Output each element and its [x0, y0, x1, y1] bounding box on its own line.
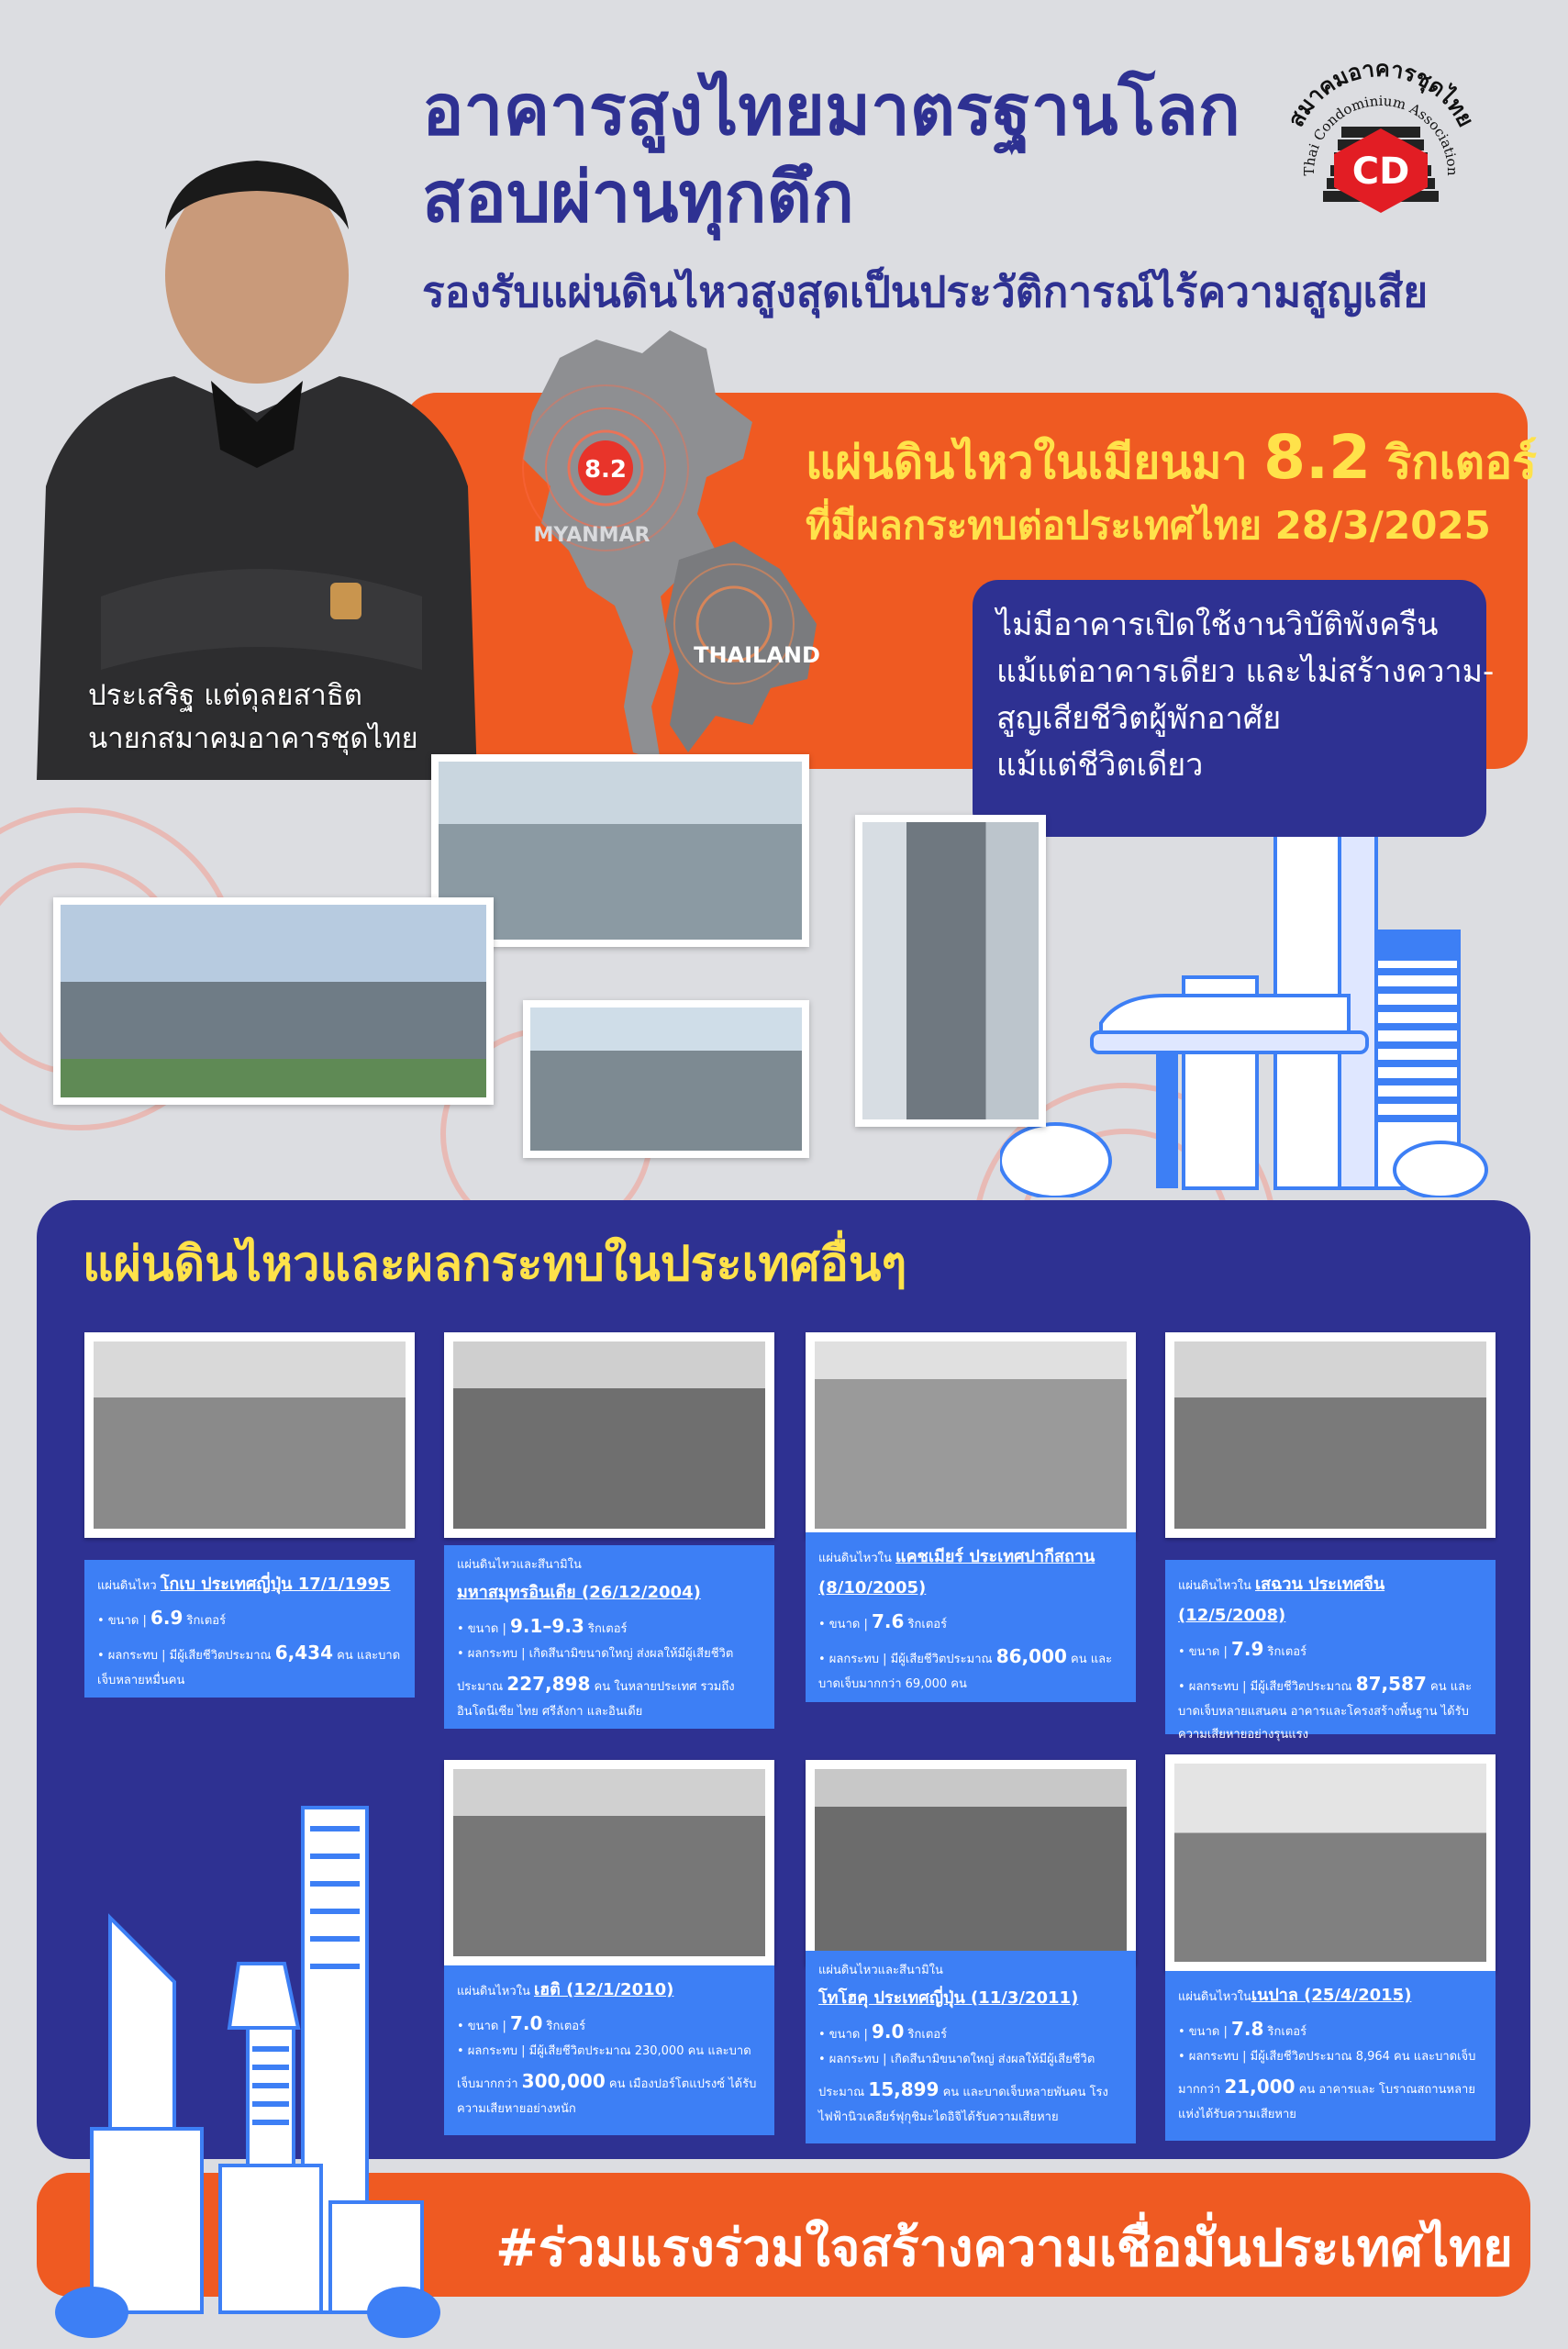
nepal-photo	[1165, 1754, 1496, 1971]
tohoku-info: แผ่นดินไหวและสึนามิใน โทโฮคุ ประเทศญี่ปุ่น (11/3/2011) • ขนาด | 9.0 ริกเตอร์ • ผลกระทบ | เกิดสึนามิขนาดใหญ่ ส่งผลให้มีผู้เสียชีวิต ประมาณ 15,899 คน และบาดเจ็บหลายพันคน โรงไฟฟ้านิวเคลียร์ฟุกุชิมะไดอิจิได้รับความเสียหาย	[806, 1951, 1136, 2143]
president-name: ประเสริฐ แต่ดุลยสาธิต	[88, 679, 362, 712]
page-subtitle: รองรับแผ่นดินไหวสูงสุดเป็นประวัติการณ์ไร้ความสูญเสีย	[422, 267, 1429, 317]
svg-text:CD: CD	[1351, 150, 1410, 193]
nepal-info: แผ่นดินไหวในเนปาล (25/4/2015) • ขนาด | 7.8 ริกเตอร์ • ผลกระทบ | มีผู้เสียชีวิตประมาณ 8,964 คน และบาดเจ็บมากกว่า 21,000 คน อาคารและ โบราณสถานหลายแห่งได้รับความเสียหาย	[1165, 1971, 1496, 2141]
kashmir-info: แผ่นดินไหวใน แคชเมียร์ ประเทศปากีสถาน (8/10/2005) • ขนาด | 7.6 ริกเตอร์ • ผลกระทบ | มีผู้เสียชีวิตประมาณ 86,000 คน และบาดเจ็บมากกว่า 69,000 คน	[806, 1532, 1136, 1702]
president-title: นายกสมาคมอาคารชุดไทย	[88, 721, 418, 755]
svg-text:สมาคมอาคารชุดไทย: สมาคมอาคารชุดไทย	[1283, 55, 1479, 131]
thai-condominium-association-logo	[1257, 26, 1505, 246]
page-title	[422, 66, 1240, 240]
bangkok-photo-skyline	[53, 897, 494, 1105]
kobe-info: แผ่นดินไหว โกเบ ประเทศญี่ปุ่น 17/1/1995 • ขนาด | 6.9 ริกเตอร์ • ผลกระทบ | มีผู้เสียชีวิตประมาณ 6,434 คน และบาดเจ็บหลายหมื่นคน	[84, 1560, 415, 1698]
svg-text:Thai Condominium Association: Thai Condominium Association	[1300, 92, 1462, 176]
quake-magnitude: 8.2	[1263, 422, 1372, 493]
indian-ocean-info: แผ่นดินไหวและสึนามิใน มหาสมุทรอินเดีย (26/12/2004) • ขนาด | 9.1–9.3 ริกเตอร์ • ผลกระทบ | เกิดสึนามิขนาดใหญ่ ส่งผลให้มีผู้เสียชีวิต ประมาณ 227,898 คน ในหลายประเทศ รวมถึง อินโดนีเซีย ไทย ศรีลังกา และอินเดีย	[444, 1545, 774, 1729]
myanmar-thailand-map	[495, 321, 844, 798]
svg-text:8.2: 8.2	[584, 456, 628, 484]
sichuan-info: แผ่นดินไหวใน เสฉวน ประเทศจีน (12/5/2008) • ขนาด | 7.9 ริกเตอร์ • ผลกระทบ | มีผู้เสียชีวิตประมาณ 87,587 คน และบาดเจ็บหลายแสนคน อาคารและโครงสร้างพื้นฐาน ได้รับความเสียหายอย่างรุนแรง	[1165, 1560, 1496, 1734]
kobe-photo	[84, 1332, 415, 1538]
hashtag-text: #ร่วมแรงร่วมใจสร้างความเชื่อมั่นประเทศไทย	[495, 2219, 1513, 2278]
haiti-photo	[444, 1760, 774, 1965]
indian-ocean-photo	[444, 1332, 774, 1538]
title-line-1: อาคารสูงไทยมาตรฐานโลก	[422, 69, 1240, 150]
other-countries-title: แผ่นดินไหวและผลกระทบในประเทศอื่นๆ	[83, 1237, 907, 1292]
sichuan-photo	[1165, 1332, 1496, 1538]
title-line-2: สอบผ่านทุกตึก	[422, 156, 854, 238]
no-collapse-statement: ไม่มีอาคารเปิดใช้งานวิบัติพังครืน แม้แต่อาคารเดียว และไม่สร้างความ- สูญเสียชีวิตผู้พักอาศัย แม้แต่ชีวิตเดียว	[973, 580, 1486, 837]
left-skyline-illustration	[55, 1798, 440, 2340]
tohoku-photo	[806, 1760, 1136, 1965]
president-caption	[88, 674, 418, 760]
haiti-info: แผ่นดินไหวใน เฮติ (12/1/2010) • ขนาด | 7.0 ริกเตอร์ • ผลกระทบ | มีผู้เสียชีวิตประมาณ 230,000 คน และบาดเจ็บมากกว่า 300,000 คน เมืองปอร์โตแปรงซ์ ได้รับความเสียหายอย่างหนัก	[444, 1965, 774, 2135]
quake-headline: แผ่นดินไหวในเมียนมา 8.2 ริกเตอร์	[806, 422, 1538, 493]
bangkok-photo-condos	[523, 1000, 809, 1158]
svg-text:THAILAND: THAILAND	[694, 642, 820, 668]
kashmir-photo	[806, 1332, 1136, 1538]
svg-text:MYANMAR: MYANMAR	[533, 524, 651, 547]
rooftop-pool-tower-photo	[855, 815, 1046, 1127]
quake-subheadline: ที่มีผลกระทบต่อประเทศไทย 28/3/2025	[806, 503, 1491, 548]
